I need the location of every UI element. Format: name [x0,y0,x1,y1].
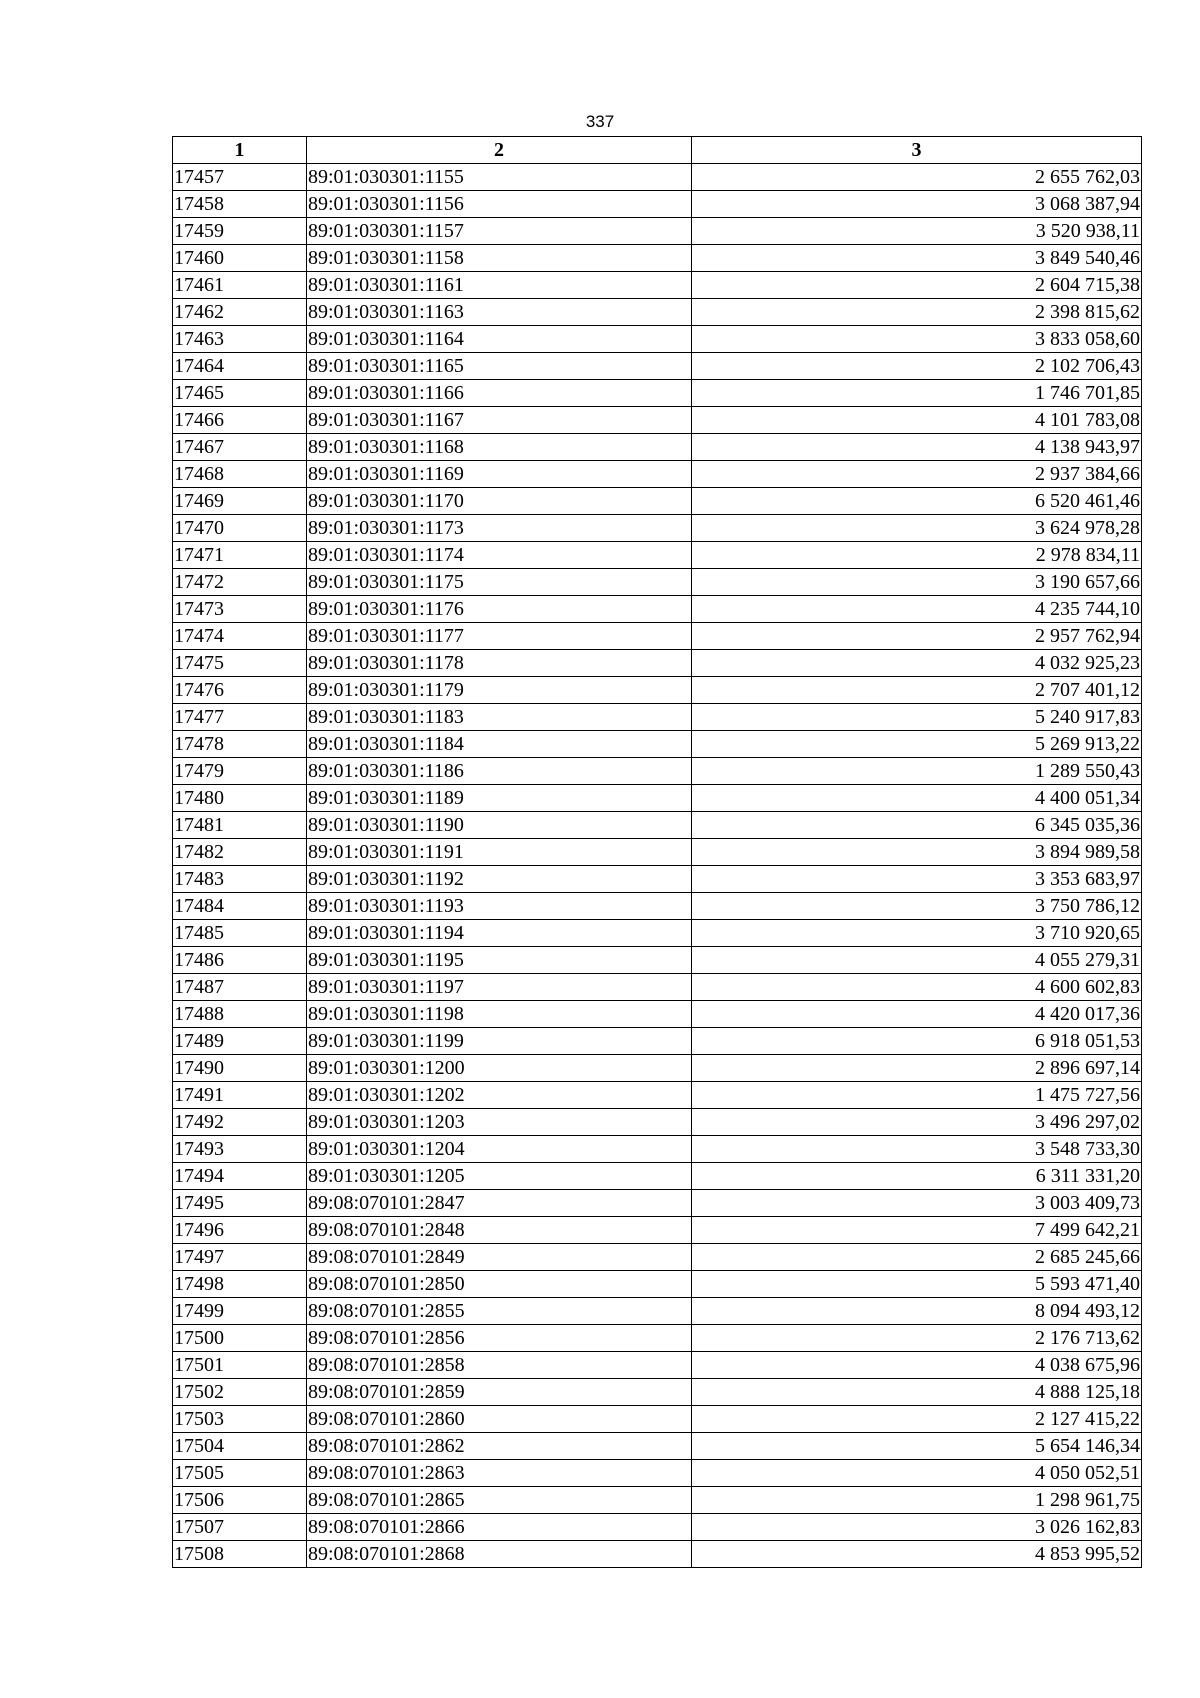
cadastral-value-cell: 4 400 051,34 [692,785,1142,812]
row-number-cell: 17494 [173,1163,307,1190]
row-number-cell: 17477 [173,704,307,731]
cadastral-value-cell: 5 269 913,22 [692,731,1142,758]
row-number-cell: 17498 [173,1271,307,1298]
cadastral-number-cell: 89:08:070101:2850 [307,1271,692,1298]
cadastral-number-cell: 89:01:030301:1199 [307,1028,692,1055]
cadastral-number-cell: 89:01:030301:1163 [307,299,692,326]
cadastral-number-cell: 89:01:030301:1200 [307,1055,692,1082]
table-row [173,488,1142,515]
row-number-cell: 17481 [173,812,307,839]
table-row [173,380,1142,407]
cadastral-number-cell: 89:01:030301:1174 [307,542,692,569]
cadastral-number-cell: 89:01:030301:1170 [307,488,692,515]
table-row [173,1028,1142,1055]
row-number-cell: 17489 [173,1028,307,1055]
cadastral-value-cell: 2 978 834,11 [692,542,1142,569]
cadastral-value-cell: 4 101 783,08 [692,407,1142,434]
row-number-cell: 17485 [173,920,307,947]
table-row [173,866,1142,893]
table-row [173,299,1142,326]
cadastral-value-cell: 7 499 642,21 [692,1217,1142,1244]
row-number-cell: 17493 [173,1136,307,1163]
row-number-cell: 17476 [173,677,307,704]
table-row [173,677,1142,704]
cadastral-value-cell: 3 833 058,60 [692,326,1142,353]
cadastral-number-cell: 89:01:030301:1205 [307,1163,692,1190]
table-row [173,839,1142,866]
table-row [173,920,1142,947]
cadastral-value-cell: 1 289 550,43 [692,758,1142,785]
table-row [173,1109,1142,1136]
cadastral-number-cell: 89:01:030301:1189 [307,785,692,812]
row-number-cell: 17496 [173,1217,307,1244]
cadastral-number-cell: 89:01:030301:1202 [307,1082,692,1109]
cadastral-number-cell: 89:01:030301:1155 [307,164,692,191]
table-row [173,1217,1142,1244]
row-number-cell: 17508 [173,1541,307,1568]
cadastral-number-cell: 89:01:030301:1161 [307,272,692,299]
row-number-cell: 17473 [173,596,307,623]
row-number-cell: 17457 [173,164,307,191]
row-number-cell: 17464 [173,353,307,380]
cadastral-number-cell: 89:01:030301:1178 [307,650,692,677]
row-number-cell: 17465 [173,380,307,407]
table-row [173,1325,1142,1352]
cadastral-number-cell: 89:01:030301:1190 [307,812,692,839]
cadastral-value-cell: 1 475 727,56 [692,1082,1142,1109]
row-number-cell: 17507 [173,1514,307,1541]
cadastral-value-cell: 3 496 297,02 [692,1109,1142,1136]
cadastral-value-cell: 5 593 471,40 [692,1271,1142,1298]
table-row [173,1379,1142,1406]
table-row [173,272,1142,299]
row-number-cell: 17479 [173,758,307,785]
cadastral-value-cell: 1 298 961,75 [692,1487,1142,1514]
cadastral-number-cell: 89:01:030301:1193 [307,893,692,920]
row-number-cell: 17475 [173,650,307,677]
row-number-cell: 17486 [173,947,307,974]
row-number-cell: 17458 [173,191,307,218]
cadastral-value-cell: 6 520 461,46 [692,488,1142,515]
row-number-cell: 17482 [173,839,307,866]
cadastral-number-cell: 89:01:030301:1168 [307,434,692,461]
cadastral-number-cell: 89:08:070101:2849 [307,1244,692,1271]
row-number-cell: 17470 [173,515,307,542]
table-row [173,1163,1142,1190]
cadastral-value-cell: 2 102 706,43 [692,353,1142,380]
cadastral-number-cell: 89:01:030301:1194 [307,920,692,947]
cadastral-number-cell: 89:08:070101:2848 [307,1217,692,1244]
column-header-1: 1 [173,137,307,164]
cadastral-value-cell: 2 655 762,03 [692,164,1142,191]
table-row [173,407,1142,434]
row-number-cell: 17492 [173,1109,307,1136]
row-number-cell: 17504 [173,1433,307,1460]
table-row [173,947,1142,974]
row-number-cell: 17491 [173,1082,307,1109]
cadastral-value-cell: 3 710 920,65 [692,920,1142,947]
table-row [173,191,1142,218]
cadastral-value-cell: 2 398 815,62 [692,299,1142,326]
table-row [173,569,1142,596]
column-header-3: 3 [692,137,1142,164]
cadastral-number-cell: 89:01:030301:1192 [307,866,692,893]
row-number-cell: 17466 [173,407,307,434]
cadastral-number-cell: 89:01:030301:1164 [307,326,692,353]
row-number-cell: 17487 [173,974,307,1001]
cadastral-value-cell: 4 032 925,23 [692,650,1142,677]
table-row [173,704,1142,731]
cadastral-number-cell: 89:01:030301:1176 [307,596,692,623]
row-number-cell: 17472 [173,569,307,596]
table-row [173,1136,1142,1163]
cadastral-number-cell: 89:01:030301:1197 [307,974,692,1001]
cadastral-number-cell: 89:01:030301:1186 [307,758,692,785]
table-row [173,1487,1142,1514]
row-number-cell: 17490 [173,1055,307,1082]
table-row [173,1352,1142,1379]
cadastral-number-cell: 89:01:030301:1167 [307,407,692,434]
cadastral-value-cell: 4 600 602,83 [692,974,1142,1001]
cadastral-number-cell: 89:01:030301:1198 [307,1001,692,1028]
cadastral-number-cell: 89:08:070101:2868 [307,1541,692,1568]
row-number-cell: 17499 [173,1298,307,1325]
row-number-cell: 17483 [173,866,307,893]
table-row [173,1298,1142,1325]
table-row [173,1541,1142,1568]
row-number-cell: 17463 [173,326,307,353]
cadastral-value-cell: 2 937 384,66 [692,461,1142,488]
table-row [173,1271,1142,1298]
cadastral-number-cell: 89:08:070101:2866 [307,1514,692,1541]
row-number-cell: 17502 [173,1379,307,1406]
cadastral-number-cell: 89:01:030301:1173 [307,515,692,542]
cadastral-number-cell: 89:08:070101:2858 [307,1352,692,1379]
cadastral-value-cell: 3 353 683,97 [692,866,1142,893]
table-row [173,1514,1142,1541]
row-number-cell: 17468 [173,461,307,488]
row-number-cell: 17469 [173,488,307,515]
cadastral-number-cell: 89:01:030301:1177 [307,623,692,650]
cadastral-value-cell: 3 624 978,28 [692,515,1142,542]
cadastral-number-cell: 89:01:030301:1184 [307,731,692,758]
table-row [173,812,1142,839]
cadastral-number-cell: 89:08:070101:2860 [307,1406,692,1433]
cadastral-number-cell: 89:01:030301:1157 [307,218,692,245]
header-row [173,137,1142,164]
cadastral-value-cell: 2 957 762,94 [692,623,1142,650]
cadastral-number-cell: 89:01:030301:1175 [307,569,692,596]
cadastral-value-cell: 4 050 052,51 [692,1460,1142,1487]
cadastral-value-cell: 4 888 125,18 [692,1379,1142,1406]
table-row [173,623,1142,650]
table-row [173,1460,1142,1487]
cadastral-value-cell: 2 707 401,12 [692,677,1142,704]
row-number-cell: 17488 [173,1001,307,1028]
cadastral-value-cell: 1 746 701,85 [692,380,1142,407]
cadastral-number-cell: 89:01:030301:1166 [307,380,692,407]
table-row [173,353,1142,380]
cadastral-number-cell: 89:01:030301:1195 [307,947,692,974]
cadastral-number-cell: 89:08:070101:2855 [307,1298,692,1325]
table-row [173,326,1142,353]
table-row [173,1433,1142,1460]
cadastral-number-cell: 89:01:030301:1204 [307,1136,692,1163]
cadastral-value-cell: 3 548 733,30 [692,1136,1142,1163]
row-number-cell: 17460 [173,245,307,272]
cadastral-value-cell: 2 127 415,22 [692,1406,1142,1433]
row-number-cell: 17501 [173,1352,307,1379]
table-row [173,164,1142,191]
cadastral-value-cell: 3 750 786,12 [692,893,1142,920]
row-number-cell: 17462 [173,299,307,326]
cadastral-value-cell: 3 849 540,46 [692,245,1142,272]
table-row [173,1001,1142,1028]
cadastral-value-cell: 4 038 675,96 [692,1352,1142,1379]
table-row [173,218,1142,245]
cadastral-value-cell: 3 068 387,94 [692,191,1142,218]
row-number-cell: 17459 [173,218,307,245]
cadastral-value-cell: 8 094 493,12 [692,1298,1142,1325]
cadastral-value-cell: 4 055 279,31 [692,947,1142,974]
cadastral-value-cell: 5 654 146,34 [692,1433,1142,1460]
table-row [173,1082,1142,1109]
cadastral-value-cell: 5 240 917,83 [692,704,1142,731]
cadastral-number-cell: 89:08:070101:2865 [307,1487,692,1514]
row-number-cell: 17506 [173,1487,307,1514]
table-row [173,1190,1142,1217]
row-number-cell: 17467 [173,434,307,461]
cadastral-value-cell: 4 235 744,10 [692,596,1142,623]
cadastral-number-cell: 89:08:070101:2862 [307,1433,692,1460]
table-row [173,758,1142,785]
cadastral-value-table [172,136,1142,1568]
row-number-cell: 17503 [173,1406,307,1433]
cadastral-value-cell: 3 026 162,83 [692,1514,1142,1541]
row-number-cell: 17480 [173,785,307,812]
cadastral-number-cell: 89:08:070101:2856 [307,1325,692,1352]
cadastral-number-cell: 89:08:070101:2863 [307,1460,692,1487]
cadastral-number-cell: 89:01:030301:1156 [307,191,692,218]
table-row [173,1406,1142,1433]
cadastral-value-cell: 2 896 697,14 [692,1055,1142,1082]
cadastral-value-cell: 2 176 713,62 [692,1325,1142,1352]
table-row [173,731,1142,758]
table-row [173,542,1142,569]
cadastral-number-cell: 89:01:030301:1191 [307,839,692,866]
cadastral-value-cell: 6 345 035,36 [692,812,1142,839]
cadastral-value-cell: 4 138 943,97 [692,434,1142,461]
cadastral-value-cell: 6 918 051,53 [692,1028,1142,1055]
table-row [173,461,1142,488]
cadastral-value-cell: 2 685 245,66 [692,1244,1142,1271]
table-row [173,434,1142,461]
table-row [173,650,1142,677]
cadastral-value-cell: 4 420 017,36 [692,1001,1142,1028]
cadastral-value-cell: 3 520 938,11 [692,218,1142,245]
row-number-cell: 17495 [173,1190,307,1217]
cadastral-value-cell: 3 003 409,73 [692,1190,1142,1217]
table-row [173,1055,1142,1082]
cadastral-value-cell: 3 190 657,66 [692,569,1142,596]
cadastral-number-cell: 89:08:070101:2859 [307,1379,692,1406]
row-number-cell: 17478 [173,731,307,758]
cadastral-number-cell: 89:01:030301:1158 [307,245,692,272]
cadastral-number-cell: 89:01:030301:1169 [307,461,692,488]
cadastral-value-cell: 6 311 331,20 [692,1163,1142,1190]
table-body [173,164,1142,1568]
table-row [173,1244,1142,1271]
cadastral-number-cell: 89:01:030301:1179 [307,677,692,704]
row-number-cell: 17500 [173,1325,307,1352]
table-row [173,974,1142,1001]
cadastral-number-cell: 89:01:030301:1165 [307,353,692,380]
row-number-cell: 17474 [173,623,307,650]
cadastral-value-cell: 4 853 995,52 [692,1541,1142,1568]
table-header [173,137,1142,164]
table-row [173,785,1142,812]
row-number-cell: 17461 [173,272,307,299]
row-number-cell: 17505 [173,1460,307,1487]
column-header-2: 2 [307,137,692,164]
cadastral-number-cell: 89:01:030301:1183 [307,704,692,731]
cadastral-number-cell: 89:01:030301:1203 [307,1109,692,1136]
row-number-cell: 17497 [173,1244,307,1271]
table-row [173,893,1142,920]
table-row [173,515,1142,542]
row-number-cell: 17471 [173,542,307,569]
cadastral-number-cell: 89:08:070101:2847 [307,1190,692,1217]
row-number-cell: 17484 [173,893,307,920]
table-row [173,245,1142,272]
page-number: 337 [585,112,615,131]
cadastral-value-cell: 3 894 989,58 [692,839,1142,866]
cadastral-value-cell: 2 604 715,38 [692,272,1142,299]
table-row [173,596,1142,623]
